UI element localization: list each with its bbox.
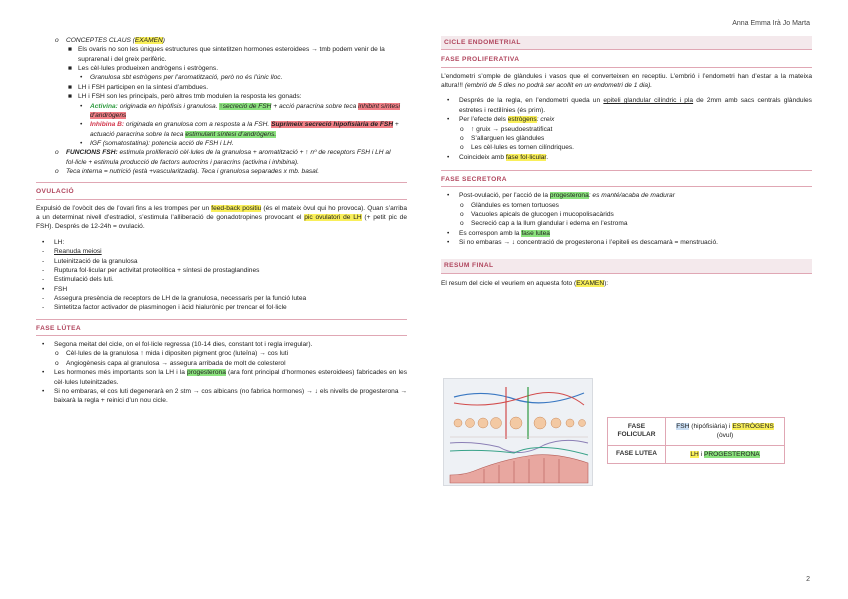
prolif-subitem: o ↑ gruix → pseudoestratificat: [460, 125, 553, 133]
concept-subitem: • Granulosa sbt estrògens per l’aromatització, però no és l’únic lloc.: [80, 74, 283, 82]
secret-subitem: o Secreció cap a la llum glandular i edema en l’estroma: [460, 220, 628, 228]
prolif-item: • Després de la regla, en l’endometri queda un epiteli glandular cilíndric i pla de 2mm amb sacs centrals glàndules estretes i rectilínies (és prim).: [447, 97, 812, 114]
proliferativa-heading: FASE PROLIFERATIVA: [441, 55, 812, 67]
divider: [441, 170, 812, 171]
secret-subitem: o Glàndules es tornen tortuoses: [460, 201, 559, 209]
secretora-list: [441, 191, 812, 247]
cicle-heading: CICLE ENDOMETRIAL: [441, 36, 812, 50]
concept-item: ■ Les cèl·lules produeixen andrògens i estrògens.: [68, 65, 219, 73]
fase-lutea-header: FASE LUTEA: [608, 445, 666, 463]
table-row: [608, 445, 785, 463]
lh-item: - Estimulació dels luti.: [42, 276, 114, 284]
summary-table: [607, 417, 785, 464]
author-header: Anna Emma Irà Jo Marta: [732, 20, 810, 27]
table-row: [608, 418, 785, 446]
lh-item: - Reanuda meiosi: [42, 248, 102, 256]
divider: [36, 182, 407, 183]
prolif-item: • Coincideix amb fase fol·licular.: [447, 153, 549, 161]
fsh-item: - Assegura presència de receptors de LH de la granulosa, necessaris per la funció lutea: [42, 294, 307, 302]
lutea-heading: FASE LÚTEA: [36, 324, 407, 336]
funcions-fsh: o FUNCIONS FSH: estimula proliferació cèl·lules de la granulosa + aromatització + ↑ nº de receptors FSH i LH al fol·licle + estimula producció de factors autocrins i paracrins (activina i inhibina).: [55, 149, 391, 166]
teca-note: o Teca interna = nutrició (està +vascularitzada). Teca i granulosa separades x mb. basal.: [55, 168, 320, 176]
fsh-item: - Sintetitza factor activador de plasminogen i àcid hialurònic per trencar el fol·licle: [42, 304, 287, 312]
resum-paragraph: El resum del cicle el veuriem en aquesta foto (EXAMEN):: [441, 279, 609, 287]
cycle-figure: [443, 378, 593, 486]
ovulacio-heading: OVULACIÓ: [36, 187, 407, 199]
lutea-subitem: o Angiogènesis capa al granulosa → assegura arribada de molt de colesterol: [55, 359, 286, 367]
concept-item: ■ LH i FSH participen en la síntesi d’ambdues.: [68, 83, 209, 91]
igf-item: • IGF (somatostatina): potencia acció de FSH i LH.: [80, 139, 234, 147]
divider: [36, 319, 407, 320]
fase-folicular-value: FSH (hipófisiària) i ESTRÒGENS (òvul): [666, 418, 785, 446]
lutea-subitem: o Cèl·lules de la granulosa ↑ mida i dipositen pigment groc (luteïna) → cos luti: [55, 350, 289, 358]
lutea-item: • Segona meitat del cicle, on el fol·licle regressa (10-14 dies, constant tot i regla irregular).: [42, 341, 313, 349]
inhibina-item: • Inhibina B: originada en granulosa com a resposta a la FSH. Suprimeix secreció hipofisiària de FSH + actuació paracrina sobre la teca estimulant síntesi d’andrògens.: [80, 121, 399, 138]
page-number: 2: [806, 576, 810, 584]
ovulacio-paragraph: Expulsió de l’ovòcit des de l’ovari fins a les trompes per un feed-back positiu (és el mateix òvul qui ho provoca). Quan s’arriba a un determinat nivell d’estradiol, s’estimula l’alliberació de gonadotropines provocant el pic ovulatori de LH (+ petit pic de FSH). Després de 12-24h = ovulació.: [36, 204, 407, 231]
activina-item: • Activina: originada en hipòfisis i granulosa. ↑secreció de FSH + acció paracrina sobre teca inhibint síntesi d’andrògens: [80, 102, 400, 119]
lh-item: - Luteinització de la granulosa: [42, 257, 138, 265]
concept-item: ■ Els ovaris no son les úniques estructures que sintetitzen hormones esteroidees → tmb podem venir de la suprarenal i del greix perifèric.: [68, 46, 385, 63]
prolif-item: • Per l’efecte dels estrògens: creix: [447, 116, 555, 124]
proliferativa-list: [441, 96, 812, 162]
secret-item: • Es correspon amb la fase lutea: [447, 229, 550, 237]
lutea-item: • Les hormones més importants son la LH i la progesterona (ara font principal d’hormones esteroidees) fabricades en les cèl·lules luteinitzades.: [42, 369, 408, 386]
fase-lutea-value: LH i PROGESTERONA: [666, 445, 785, 463]
secretora-heading: FASE SECRETORA: [441, 175, 812, 187]
cycle-illustration: [444, 379, 593, 486]
secret-item: • Si no embaras → ↓ concentració de progesterona i l’epiteli es descamarà = menstruació.: [447, 239, 718, 247]
conceptes-list: [36, 36, 407, 176]
prolif-subitem: o S’allarguen les glàndules: [460, 134, 545, 142]
prolif-subitem: o Les cèl·lules es tornen cilíndriques.: [460, 144, 574, 152]
lutea-list: [36, 340, 407, 406]
secret-subitem: o Vacuoles apicals de glucogen i mucopolisacàrids: [460, 211, 614, 219]
lh-heading: • LH:: [42, 238, 65, 246]
secret-item: • Post-ovulació, per l’acció de la progesterona: es manté/acaba de madurar: [447, 192, 675, 200]
fsh-heading: • FSH: [42, 285, 68, 293]
conceptes-heading: o CONCEPTES CLAUS (EXAMEN): [55, 37, 165, 44]
proliferativa-paragraph: L’endometri s’omple de glàndules i vasos que el converteixen en receptiu. L’embrió i l’endometri han d’estar a la mateixa altura!!! (embrió de 5 dies no podrà ser acollit en un endometri de 1 dia).: [441, 72, 812, 90]
right-column: [441, 36, 812, 291]
concept-item: ■ LH i FSH son les principals, però altres tmb modulen la resposta les gonads:: [68, 93, 302, 101]
lutea-item: • Si no embaras, el cos luti degenerarà en 2 stm → cos albicans (no fabrica hormones) → ↓ els nivells de progesterona → baixarà la regla + reinici d’un nou cicle.: [42, 387, 407, 405]
lh-list: [36, 238, 407, 313]
lh-item: - Ruptura fol·licular per activitat proteolítica + síntesi de prostaglandines: [42, 266, 260, 274]
fase-folicular-header: FASE FOLICULAR: [608, 418, 666, 446]
left-column: [36, 36, 407, 406]
resum-heading: RESUM FINAL: [441, 259, 812, 273]
